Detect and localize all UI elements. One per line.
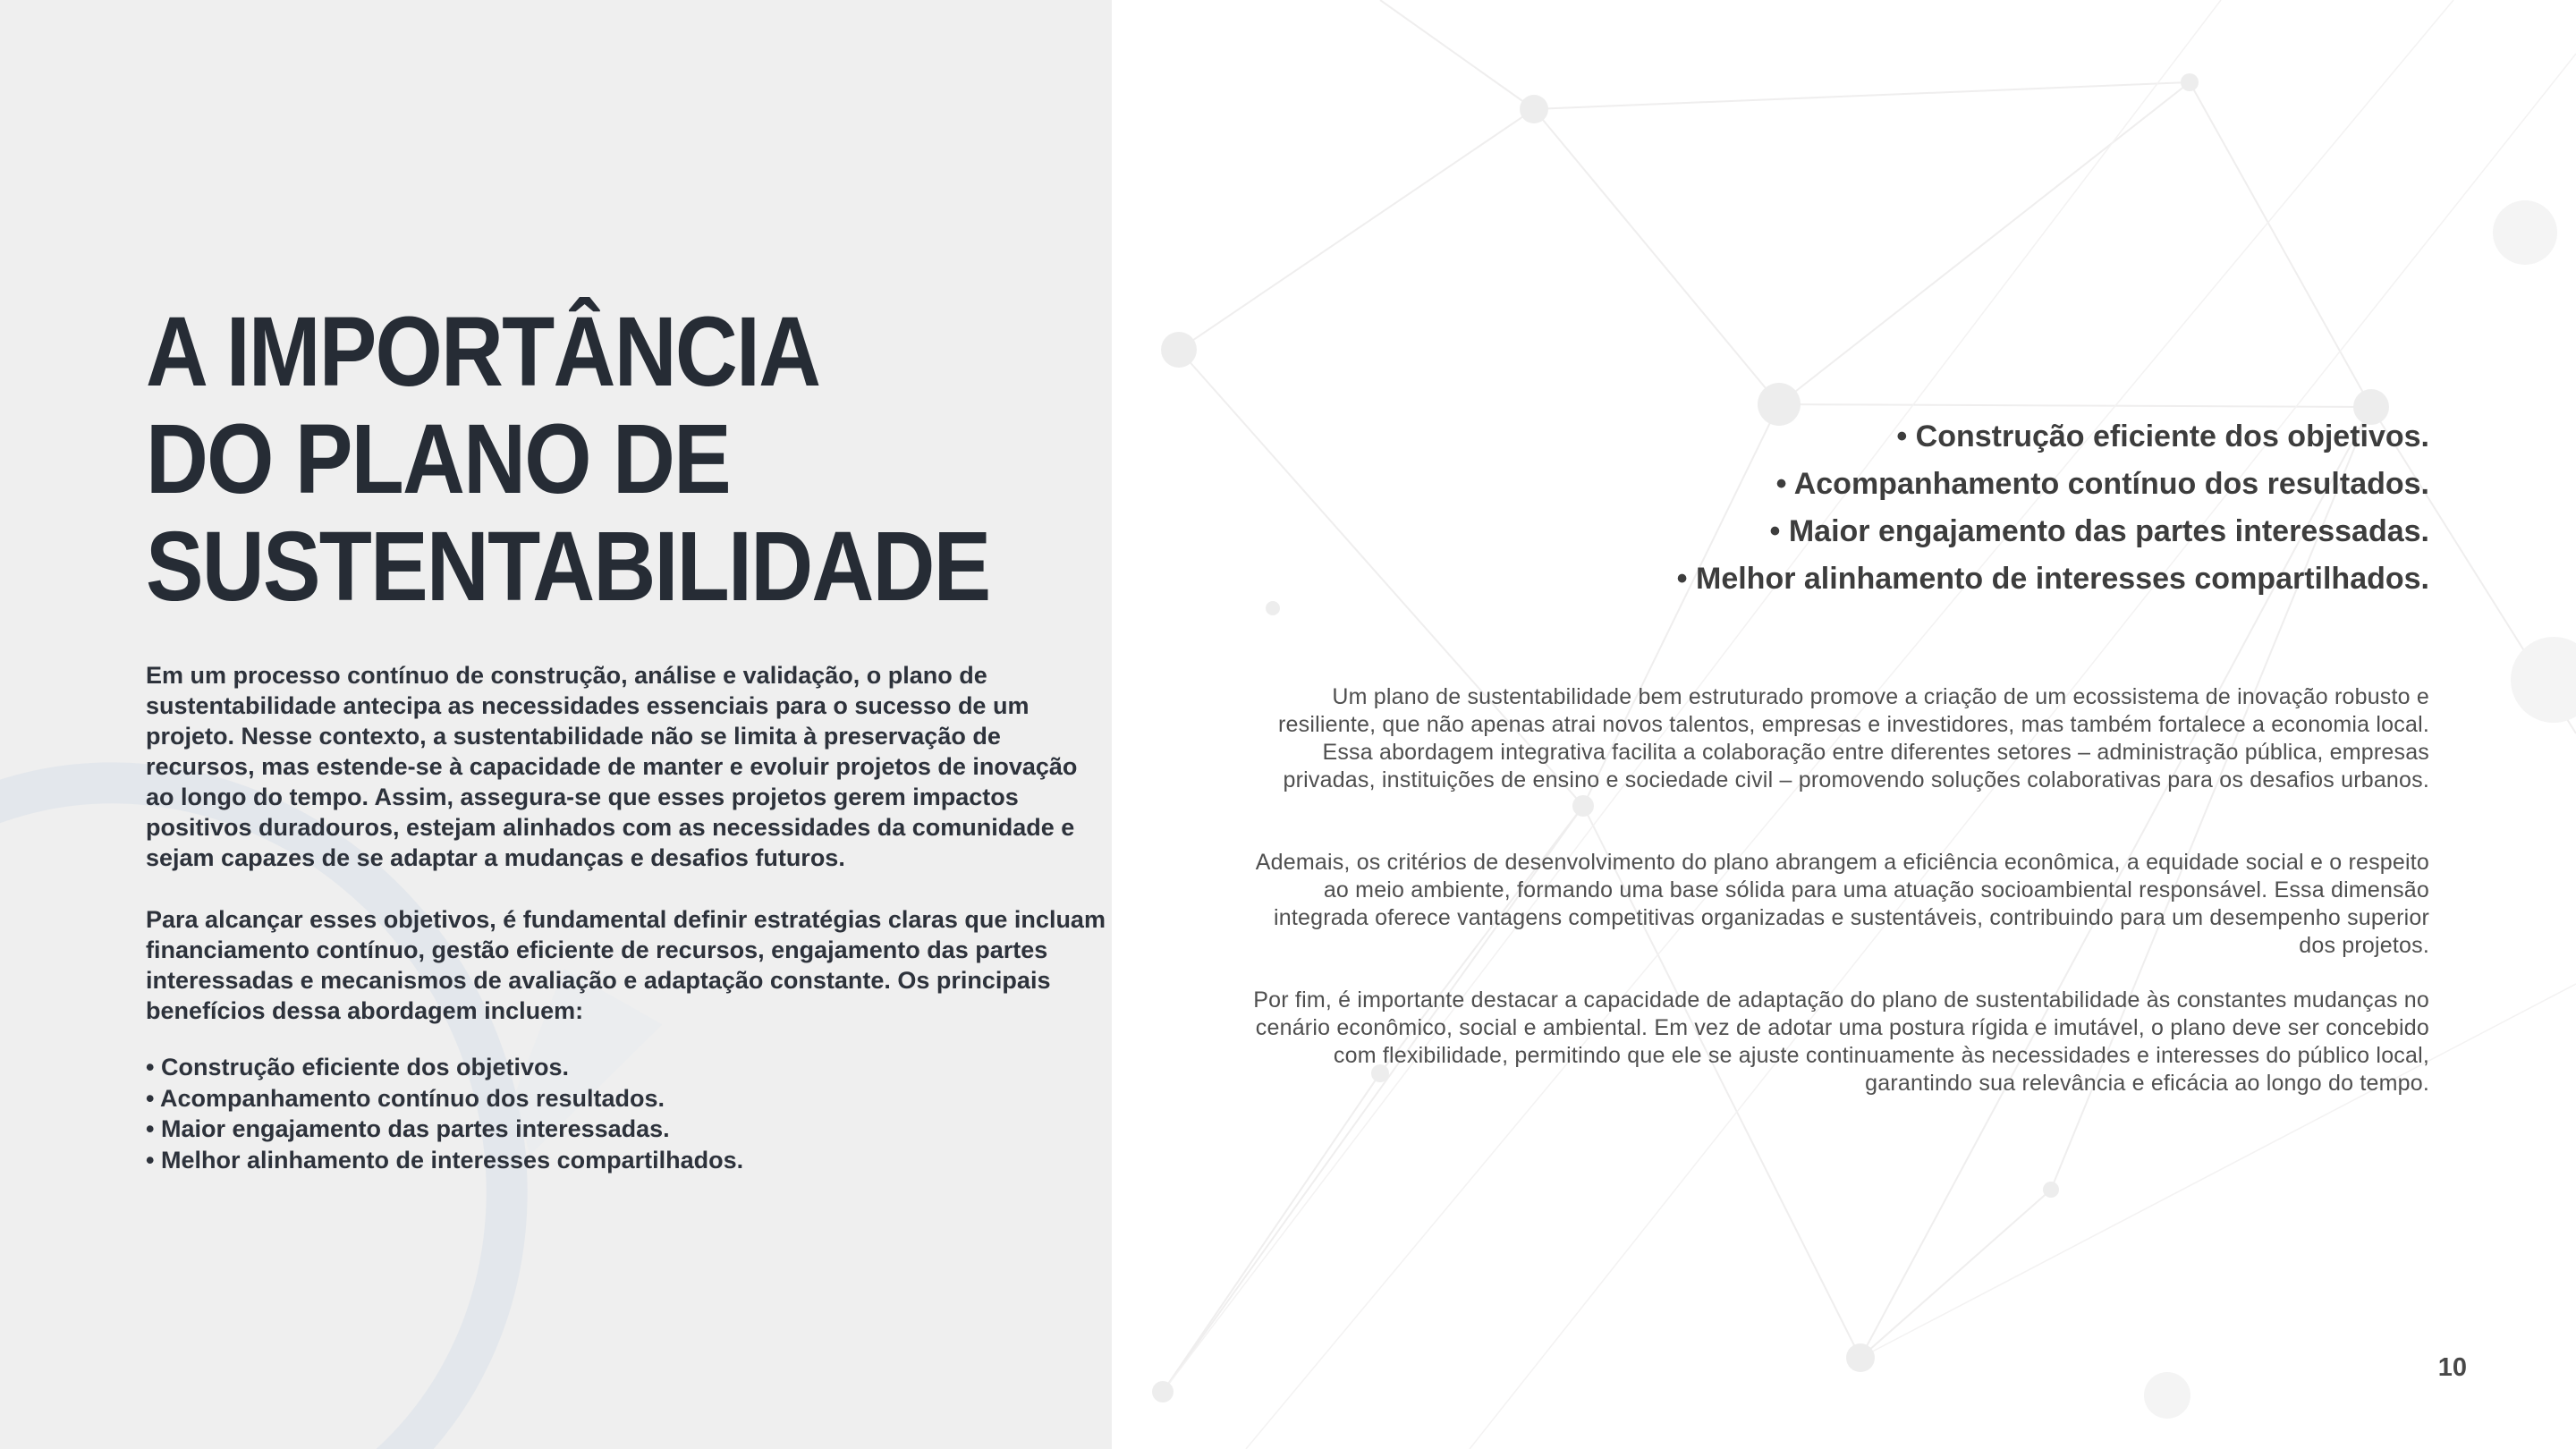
page-title-line-2: DO PLANO DE xyxy=(146,404,730,514)
adaptation-paragraph: Por fim, é importante destacar a capacidade de adaptação do plano de sustentabilidade às constantes mudanças no cenário econômico, social e ambiental. Em vez de adotar uma postura rígida e imutável, o plano deve ser concebido com flexibilidade, permitindo que ele se ajuste continuamente às necessidades e interesses do público local, garantindo sua relevância e eficácia ao longo do tempo. xyxy=(1253,987,2429,1096)
page-title xyxy=(146,299,1028,621)
page-number: 10 xyxy=(2437,1353,2467,1382)
criteria-paragraph: Ademais, os critérios de desenvolvimento do plano abrangem a eficiência econômica, a equidade social e o respeito ao meio ambiente, formando uma base sólida para uma atuação socioambiental responsável. Essa dimensão integrada oferece vantagens competitivas organizadas e sustentáveis, contribuindo para um desempenho superior dos projetos. xyxy=(1255,850,2429,958)
list-item: • Construção eficiente dos objetivos. xyxy=(146,1054,570,1080)
strategy-paragraph: Para alcançar esses objetivos, é fundamental definir estratégias claras que incluam financiamento contínuo, gestão eficiente de recursos, engajamento das partes interessadas e mecanismos de avaliação e adaptação constante. Os principais benefícios dessa abordagem incluem: xyxy=(146,906,1106,1024)
list-item: • Acompanhamento contínuo dos resultados. xyxy=(146,1084,665,1112)
benefits-list xyxy=(146,1052,1108,1175)
list-item: • Melhor alinhamento de interesses compartilhados. xyxy=(1676,562,2429,596)
left-panel xyxy=(0,0,1112,1449)
list-item: • Melhor alinhamento de interesses compartilhados. xyxy=(146,1146,744,1174)
list-item: • Construção eficiente dos objetivos. xyxy=(1896,419,2429,453)
list-item: • Maior engajamento das partes interessadas. xyxy=(146,1115,670,1142)
page-title-line-1: A IMPORTÂNCIA xyxy=(146,297,820,407)
ecosystem-paragraph: Um plano de sustentabilidade bem estruturado promove a criação de um ecossistema de inovação robusto e resiliente, que não apenas atrai novos talentos, empresas e investidores, mas também fortalece a economia local. Essa abordagem integrativa facilita a colaboração entre diferentes setores – administração pública, empresas privadas, instituições de ensino e sociedade civil – promovendo soluções colaborativas para os desafios urbanos. xyxy=(1278,684,2429,792)
list-item: • Acompanhamento contínuo dos resultados. xyxy=(1775,467,2429,501)
intro-paragraph: Em um processo contínuo de construção, análise e validação, o plano de sustentabilidade antecipa as necessidades essenciais para o sucesso de um projeto. Nesse contexto, a sustentabilidade não se limita à preservação de recursos, mas estende-se à capacidade de manter e evoluir projetos de inovação ao longo do tempo. Assim, assegura-se que esses projetos gerem impactos positivos duradouros, estejam alinhados com as necessidades da comunidade e sejam capazes de se adaptar a mudanças e desafios futuros. xyxy=(146,662,1078,871)
list-item: • Maior engajamento das partes interessadas. xyxy=(1769,514,2429,548)
highlight-benefits-list xyxy=(1606,413,2429,603)
page-title-line-3: SUSTENTABILIDADE xyxy=(146,512,990,622)
